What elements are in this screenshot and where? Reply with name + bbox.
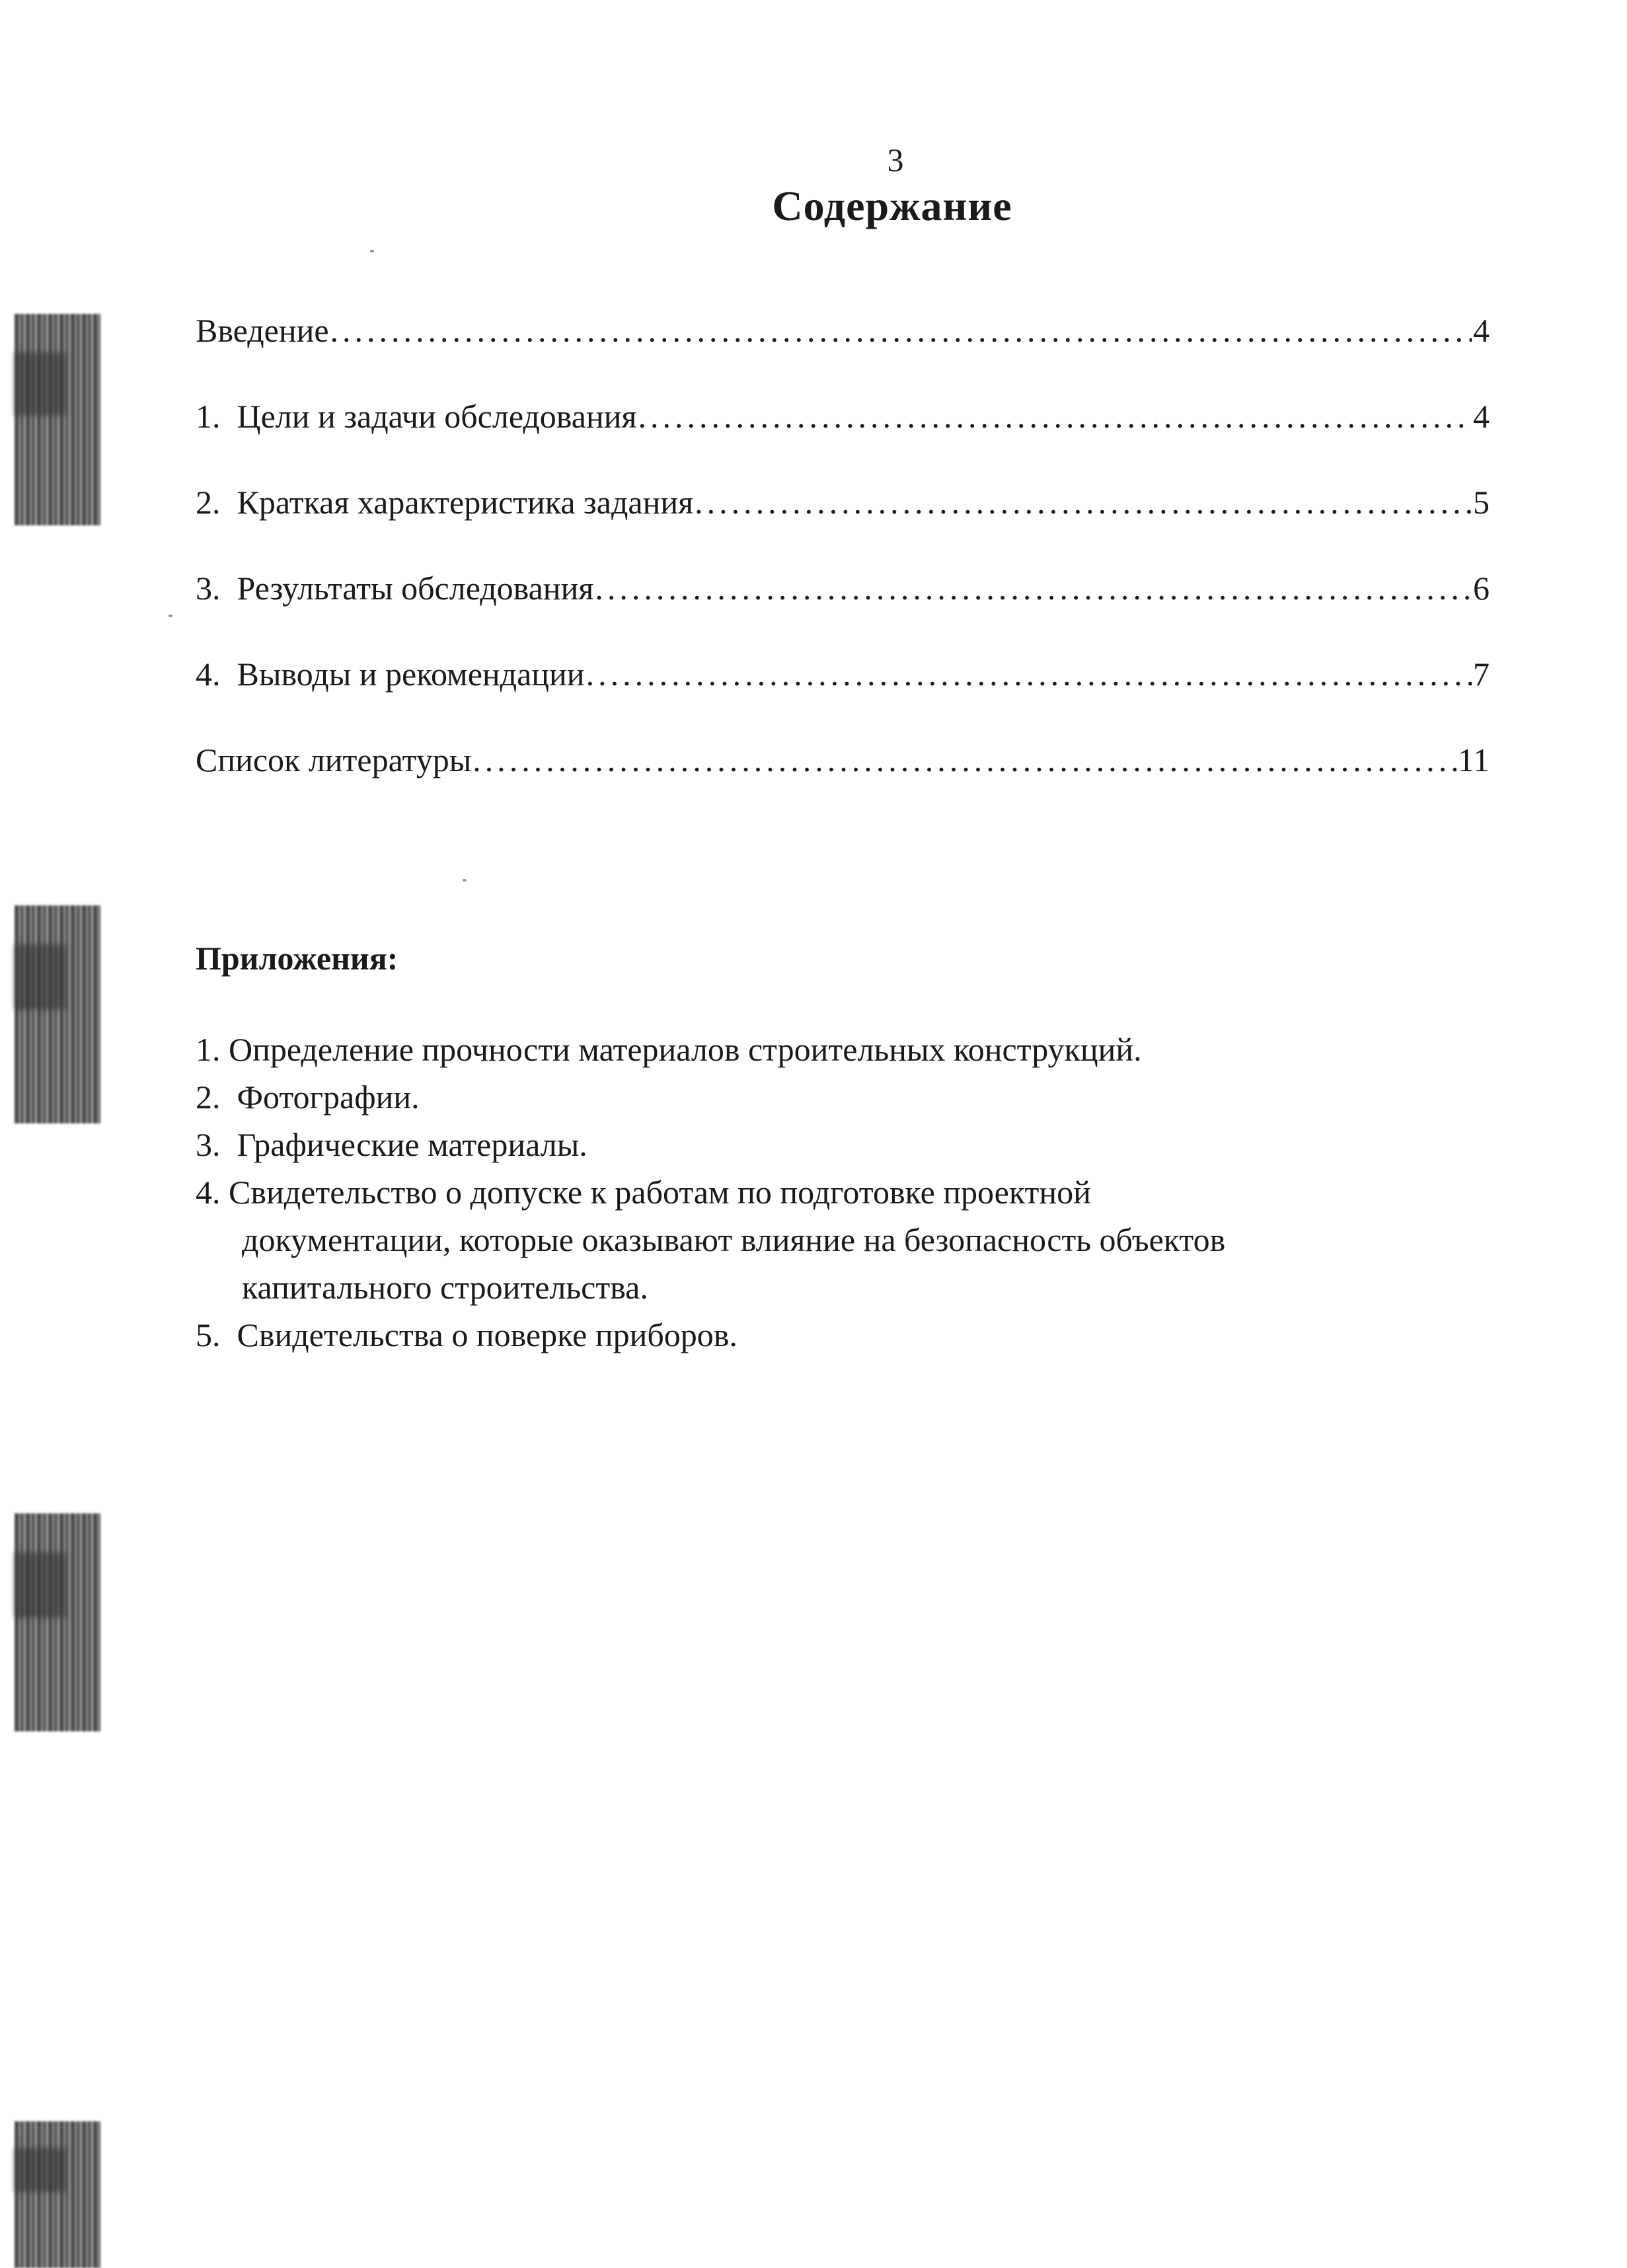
dot-leader <box>695 482 1472 522</box>
appendix-item <box>196 1073 1517 1121</box>
scan-speck <box>370 250 374 252</box>
dot-leader <box>638 397 1472 436</box>
dot-leader <box>595 568 1472 608</box>
toc-entry-page: 11 <box>1457 741 1490 778</box>
toc-entry-page: 4 <box>1473 398 1490 435</box>
appendix-item <box>196 1026 1517 1073</box>
toc-entry[interactable] <box>196 397 1490 482</box>
toc-entry[interactable] <box>196 740 1490 826</box>
toc-entry[interactable] <box>196 482 1490 568</box>
dot-leader <box>586 654 1472 694</box>
appendix-text: Свидетельство о допуске к работам по подготовке проектной <box>229 1174 1091 1211</box>
appendix-text: Свидетельства о поверке приборов. <box>237 1316 738 1353</box>
page-number: 3 <box>887 141 904 178</box>
appendix-number: 5. <box>196 1316 237 1353</box>
appendix-text: Определение прочности материалов строительных конструкций. <box>229 1031 1142 1068</box>
toc-entry[interactable] <box>196 311 1490 397</box>
appendix-item <box>196 1311 1517 1359</box>
dot-leader <box>330 311 1472 350</box>
toc-entry-number: 1. <box>196 398 237 435</box>
toc-entry-label: Результаты обследования <box>237 570 594 607</box>
appendix-text: Графические материалы. <box>237 1126 587 1163</box>
toc-entry-label: Выводы и рекомендации <box>237 656 585 693</box>
table-of-contents <box>196 311 1490 826</box>
toc-entry-number: 4. <box>196 656 237 693</box>
appendix-number: 1. <box>196 1031 229 1068</box>
toc-entry[interactable] <box>196 654 1490 740</box>
appendices-heading: Приложения: <box>196 940 398 977</box>
scan-artifact <box>15 1513 100 1731</box>
scan-speck <box>169 615 172 617</box>
scan-speck <box>463 879 467 882</box>
toc-entry-label: Введение <box>196 312 329 349</box>
appendix-number: 3. <box>196 1126 237 1163</box>
scan-artifact <box>15 905 100 1123</box>
toc-entry-number: 3. <box>196 570 237 607</box>
appendix-item <box>196 1121 1517 1168</box>
scan-artifact <box>15 2121 100 2268</box>
toc-entry-label: Цели и задачи обследования <box>237 398 637 435</box>
toc-entry-label: Список литературы <box>196 741 472 778</box>
appendices-list <box>196 1026 1517 1359</box>
scan-artifact <box>15 314 100 525</box>
toc-entry[interactable] <box>196 568 1490 654</box>
toc-entry-page: 4 <box>1473 312 1490 349</box>
appendix-continuation: документации, которые оказывают влияние на безопасность объектов <box>242 1221 1226 1258</box>
toc-entry-page: 6 <box>1473 570 1490 607</box>
page-title: Содержание <box>772 182 1012 229</box>
appendix-continuation: капитального строительства. <box>242 1269 648 1306</box>
appendix-item <box>196 1168 1517 1216</box>
appendix-text: Фотографии. <box>237 1078 420 1115</box>
toc-entry-label: Краткая характеристика задания <box>237 484 694 521</box>
appendix-number: 2. <box>196 1078 237 1115</box>
dot-leader <box>473 740 1457 780</box>
toc-entry-page: 7 <box>1473 656 1490 693</box>
toc-entry-number: 2. <box>196 484 237 521</box>
appendix-number: 4. <box>196 1174 229 1211</box>
toc-entry-page: 5 <box>1473 484 1490 521</box>
